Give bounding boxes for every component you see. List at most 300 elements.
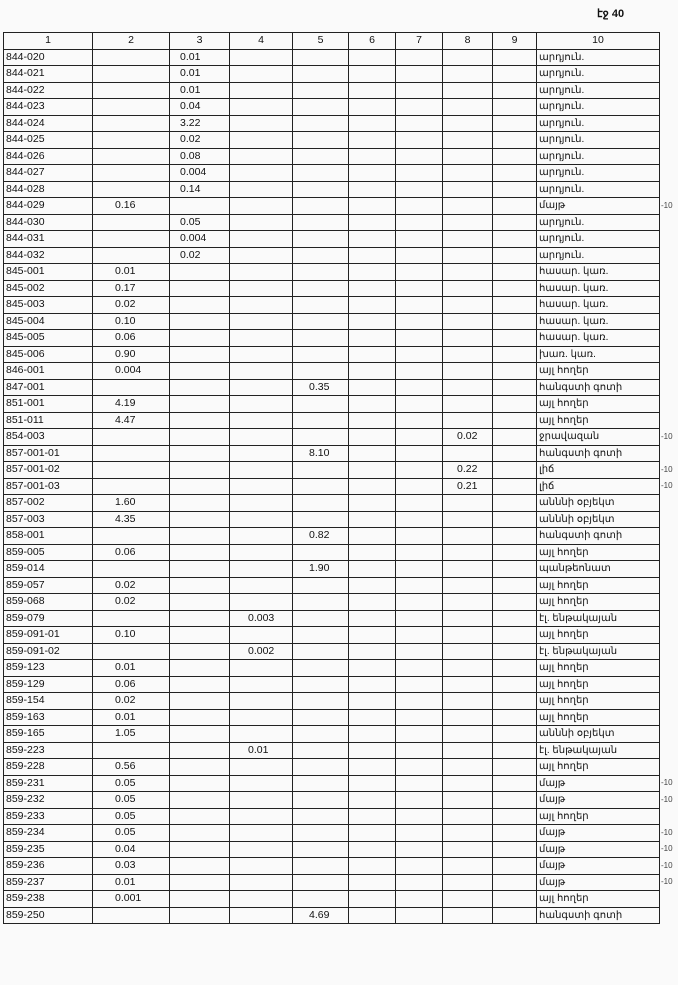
area-cell: 4.35 bbox=[93, 511, 170, 528]
land-type-cell: մայթ bbox=[537, 198, 660, 215]
area-cell bbox=[93, 165, 170, 182]
land-type-cell: անննի օբյեկտ bbox=[537, 511, 660, 528]
parcel-code-cell: 859-005 bbox=[4, 544, 93, 561]
area-cell bbox=[170, 643, 230, 660]
land-type-cell: արդյուն. bbox=[537, 181, 660, 198]
table-row bbox=[4, 115, 660, 132]
area-cell bbox=[443, 660, 493, 677]
parcel-code-cell: 851-001 bbox=[4, 396, 93, 413]
table-row bbox=[4, 346, 660, 363]
area-cell bbox=[93, 247, 170, 264]
empty-cell bbox=[349, 165, 396, 182]
empty-cell bbox=[396, 643, 443, 660]
empty-cell bbox=[493, 742, 537, 759]
area-cell bbox=[443, 874, 493, 891]
empty-cell bbox=[349, 841, 396, 858]
table-row bbox=[4, 379, 660, 396]
area-cell: 0.05 bbox=[170, 214, 230, 231]
empty-cell bbox=[493, 181, 537, 198]
parcel-code-cell: 859-091-01 bbox=[4, 627, 93, 644]
area-cell bbox=[93, 610, 170, 627]
empty-cell bbox=[396, 445, 443, 462]
empty-cell bbox=[349, 66, 396, 83]
land-type-cell: արդյուն. bbox=[537, 66, 660, 83]
area-cell bbox=[230, 858, 293, 875]
table-row bbox=[4, 841, 660, 858]
area-cell bbox=[170, 363, 230, 380]
table-row bbox=[4, 198, 660, 215]
area-cell: 0.05 bbox=[93, 775, 170, 792]
empty-cell bbox=[493, 577, 537, 594]
land-type-cell: ջրավազան bbox=[537, 429, 660, 446]
area-cell bbox=[170, 775, 230, 792]
empty-cell bbox=[396, 264, 443, 281]
table-row bbox=[4, 792, 660, 809]
area-cell bbox=[443, 214, 493, 231]
empty-cell bbox=[349, 412, 396, 429]
area-cell bbox=[170, 412, 230, 429]
area-cell bbox=[443, 544, 493, 561]
area-cell bbox=[230, 775, 293, 792]
empty-cell bbox=[493, 775, 537, 792]
table-row bbox=[4, 313, 660, 330]
empty-cell bbox=[493, 82, 537, 99]
area-cell bbox=[230, 115, 293, 132]
area-cell bbox=[230, 808, 293, 825]
area-cell bbox=[230, 313, 293, 330]
land-type-cell: արդյուն. bbox=[537, 132, 660, 149]
table-row bbox=[4, 49, 660, 66]
parcel-code-cell: 844-023 bbox=[4, 99, 93, 116]
empty-cell bbox=[349, 99, 396, 116]
empty-cell bbox=[349, 181, 396, 198]
area-cell bbox=[443, 247, 493, 264]
empty-cell bbox=[396, 148, 443, 165]
area-cell bbox=[93, 214, 170, 231]
empty-cell bbox=[493, 396, 537, 413]
area-cell bbox=[230, 214, 293, 231]
empty-cell bbox=[349, 198, 396, 215]
area-cell bbox=[170, 297, 230, 314]
parcel-code-cell: 847-001 bbox=[4, 379, 93, 396]
area-cell bbox=[230, 247, 293, 264]
table-row bbox=[4, 775, 660, 792]
area-cell bbox=[293, 495, 349, 512]
area-cell bbox=[230, 148, 293, 165]
area-cell bbox=[230, 561, 293, 578]
land-type-cell: լիճ bbox=[537, 462, 660, 479]
area-cell bbox=[443, 676, 493, 693]
area-cell bbox=[93, 231, 170, 248]
area-cell bbox=[230, 66, 293, 83]
parcel-code-cell: 845-006 bbox=[4, 346, 93, 363]
empty-cell bbox=[396, 825, 443, 842]
empty-cell bbox=[349, 148, 396, 165]
table-row bbox=[4, 148, 660, 165]
empty-cell bbox=[396, 363, 443, 380]
empty-cell bbox=[349, 379, 396, 396]
area-cell bbox=[230, 379, 293, 396]
header-row bbox=[4, 33, 660, 50]
empty-cell bbox=[493, 412, 537, 429]
empty-cell bbox=[349, 742, 396, 759]
table-row bbox=[4, 297, 660, 314]
margin-mark: -10 bbox=[661, 481, 673, 490]
empty-cell bbox=[396, 792, 443, 809]
area-cell bbox=[443, 858, 493, 875]
empty-cell bbox=[493, 825, 537, 842]
area-cell bbox=[443, 808, 493, 825]
area-cell bbox=[230, 462, 293, 479]
area-cell bbox=[230, 676, 293, 693]
area-cell bbox=[293, 181, 349, 198]
table-row bbox=[4, 627, 660, 644]
area-cell bbox=[170, 858, 230, 875]
land-type-cell: հանգստի գոտի bbox=[537, 379, 660, 396]
empty-cell bbox=[349, 511, 396, 528]
land-type-cell: արդյուն. bbox=[537, 49, 660, 66]
empty-cell bbox=[396, 693, 443, 710]
parcel-code-cell: 851-011 bbox=[4, 412, 93, 429]
parcel-code-cell: 844-021 bbox=[4, 66, 93, 83]
area-cell bbox=[230, 264, 293, 281]
area-cell: 0.06 bbox=[93, 544, 170, 561]
area-cell bbox=[443, 330, 493, 347]
area-cell: 0.004 bbox=[93, 363, 170, 380]
empty-cell bbox=[349, 660, 396, 677]
margin-mark: -10 bbox=[661, 464, 673, 474]
table-row bbox=[4, 231, 660, 248]
margin-mark: -10 bbox=[661, 844, 673, 853]
area-cell: 0.01 bbox=[93, 709, 170, 726]
empty-cell bbox=[396, 313, 443, 330]
area-cell: 0.02 bbox=[170, 132, 230, 149]
margin-mark: -10 bbox=[661, 877, 673, 886]
area-cell bbox=[443, 181, 493, 198]
area-cell bbox=[293, 132, 349, 149]
empty-cell bbox=[349, 346, 396, 363]
empty-cell bbox=[396, 280, 443, 297]
table-body bbox=[4, 49, 660, 924]
land-type-cell: պանթեոնատ bbox=[537, 561, 660, 578]
empty-cell bbox=[493, 561, 537, 578]
area-cell bbox=[170, 511, 230, 528]
table-row bbox=[4, 759, 660, 776]
area-cell: 0.04 bbox=[170, 99, 230, 116]
empty-cell bbox=[396, 577, 443, 594]
empty-cell bbox=[493, 495, 537, 512]
area-cell bbox=[170, 478, 230, 495]
area-cell bbox=[443, 396, 493, 413]
area-cell bbox=[293, 693, 349, 710]
parcel-code-cell: 859-233 bbox=[4, 808, 93, 825]
land-type-cell: այլ հողեր bbox=[537, 693, 660, 710]
area-cell bbox=[443, 495, 493, 512]
table-row bbox=[4, 66, 660, 83]
parcel-code-cell: 854-003 bbox=[4, 429, 93, 446]
empty-cell bbox=[396, 165, 443, 182]
area-cell bbox=[443, 412, 493, 429]
land-type-cell: արդյուն. bbox=[537, 231, 660, 248]
area-cell: 0.05 bbox=[93, 792, 170, 809]
area-cell: 0.02 bbox=[170, 247, 230, 264]
land-type-cell: էլ. ենթակայան bbox=[537, 742, 660, 759]
empty-cell bbox=[349, 792, 396, 809]
area-cell: 1.60 bbox=[93, 495, 170, 512]
area-cell bbox=[230, 198, 293, 215]
area-cell bbox=[230, 181, 293, 198]
empty-cell bbox=[396, 891, 443, 908]
empty-cell bbox=[396, 82, 443, 99]
area-cell bbox=[293, 82, 349, 99]
area-cell bbox=[93, 49, 170, 66]
empty-cell bbox=[349, 775, 396, 792]
page-number: էջ 40 bbox=[597, 8, 625, 20]
area-cell bbox=[230, 363, 293, 380]
area-cell bbox=[293, 363, 349, 380]
area-cell bbox=[170, 891, 230, 908]
area-cell bbox=[230, 709, 293, 726]
empty-cell bbox=[349, 643, 396, 660]
area-cell bbox=[443, 627, 493, 644]
empty-cell bbox=[493, 280, 537, 297]
area-cell bbox=[170, 907, 230, 924]
area-cell: 0.01 bbox=[230, 742, 293, 759]
area-cell bbox=[93, 528, 170, 545]
table-row bbox=[4, 874, 660, 891]
empty-cell bbox=[396, 297, 443, 314]
area-cell bbox=[170, 792, 230, 809]
land-type-cell: այլ հողեր bbox=[537, 891, 660, 908]
area-cell: 0.21 bbox=[443, 478, 493, 495]
area-cell bbox=[293, 99, 349, 116]
column-header: 2 bbox=[93, 33, 170, 50]
area-cell bbox=[443, 379, 493, 396]
empty-cell bbox=[493, 115, 537, 132]
empty-cell bbox=[396, 808, 443, 825]
area-cell bbox=[230, 726, 293, 743]
area-cell bbox=[93, 82, 170, 99]
empty-cell bbox=[493, 363, 537, 380]
parcel-code-cell: 844-028 bbox=[4, 181, 93, 198]
area-cell bbox=[93, 66, 170, 83]
area-cell: 0.01 bbox=[93, 264, 170, 281]
land-type-cell: այլ հողեր bbox=[537, 709, 660, 726]
empty-cell bbox=[349, 676, 396, 693]
area-cell bbox=[443, 313, 493, 330]
area-cell bbox=[230, 841, 293, 858]
area-cell bbox=[230, 825, 293, 842]
parcel-code-cell: 859-163 bbox=[4, 709, 93, 726]
empty-cell bbox=[493, 528, 537, 545]
area-cell: 0.004 bbox=[170, 165, 230, 182]
empty-cell bbox=[349, 330, 396, 347]
parcel-code-cell: 859-238 bbox=[4, 891, 93, 908]
empty-cell bbox=[349, 528, 396, 545]
area-cell: 0.14 bbox=[170, 181, 230, 198]
empty-cell bbox=[396, 396, 443, 413]
empty-cell bbox=[396, 528, 443, 545]
area-cell: 0.05 bbox=[93, 808, 170, 825]
parcel-code-cell: 844-024 bbox=[4, 115, 93, 132]
area-cell bbox=[293, 231, 349, 248]
table-row bbox=[4, 808, 660, 825]
parcel-code-cell: 857-001-01 bbox=[4, 445, 93, 462]
margin-mark: -10 bbox=[661, 860, 673, 870]
area-cell bbox=[230, 891, 293, 908]
area-cell: 0.06 bbox=[93, 676, 170, 693]
empty-cell bbox=[493, 247, 537, 264]
parcel-code-cell: 859-232 bbox=[4, 792, 93, 809]
area-cell bbox=[293, 660, 349, 677]
area-cell bbox=[230, 445, 293, 462]
column-header: 8 bbox=[443, 33, 493, 50]
area-cell bbox=[170, 198, 230, 215]
table-row bbox=[4, 445, 660, 462]
land-type-cell: մայթ bbox=[537, 792, 660, 809]
area-cell bbox=[170, 462, 230, 479]
empty-cell bbox=[493, 264, 537, 281]
empty-cell bbox=[493, 907, 537, 924]
empty-cell bbox=[349, 709, 396, 726]
area-cell bbox=[293, 280, 349, 297]
parcel-code-cell: 844-032 bbox=[4, 247, 93, 264]
table-row bbox=[4, 693, 660, 710]
parcel-code-cell: 857-001-03 bbox=[4, 478, 93, 495]
area-cell bbox=[443, 363, 493, 380]
area-cell: 0.02 bbox=[93, 693, 170, 710]
empty-cell bbox=[396, 198, 443, 215]
area-cell: 0.002 bbox=[230, 643, 293, 660]
empty-cell bbox=[349, 231, 396, 248]
area-cell: 0.10 bbox=[93, 313, 170, 330]
parcel-code-cell: 859-123 bbox=[4, 660, 93, 677]
area-cell: 1.90 bbox=[293, 561, 349, 578]
area-cell bbox=[230, 429, 293, 446]
table-row bbox=[4, 181, 660, 198]
column-header: 7 bbox=[396, 33, 443, 50]
area-cell bbox=[170, 676, 230, 693]
table-row bbox=[4, 577, 660, 594]
area-cell bbox=[93, 907, 170, 924]
area-cell bbox=[443, 115, 493, 132]
area-cell bbox=[170, 874, 230, 891]
land-type-cell: արդյուն. bbox=[537, 82, 660, 99]
parcel-code-cell: 857-002 bbox=[4, 495, 93, 512]
empty-cell bbox=[493, 346, 537, 363]
area-cell bbox=[170, 759, 230, 776]
area-cell bbox=[443, 643, 493, 660]
land-type-cell: մայթ bbox=[537, 775, 660, 792]
area-cell bbox=[293, 808, 349, 825]
table-row bbox=[4, 544, 660, 561]
empty-cell bbox=[349, 907, 396, 924]
area-cell bbox=[293, 792, 349, 809]
table-row bbox=[4, 330, 660, 347]
area-cell bbox=[93, 429, 170, 446]
column-header: 6 bbox=[349, 33, 396, 50]
area-cell bbox=[230, 297, 293, 314]
area-cell bbox=[443, 148, 493, 165]
area-cell bbox=[293, 478, 349, 495]
empty-cell bbox=[493, 330, 537, 347]
parcel-code-cell: 859-014 bbox=[4, 561, 93, 578]
area-cell: 4.69 bbox=[293, 907, 349, 924]
area-cell bbox=[293, 462, 349, 479]
empty-cell bbox=[493, 709, 537, 726]
empty-cell bbox=[349, 396, 396, 413]
area-cell bbox=[93, 462, 170, 479]
area-cell bbox=[293, 346, 349, 363]
area-cell bbox=[230, 412, 293, 429]
land-type-cell: այլ հողեր bbox=[537, 660, 660, 677]
table-row bbox=[4, 264, 660, 281]
empty-cell bbox=[349, 280, 396, 297]
area-cell bbox=[443, 346, 493, 363]
empty-cell bbox=[349, 693, 396, 710]
empty-cell bbox=[349, 478, 396, 495]
empty-cell bbox=[349, 445, 396, 462]
area-cell bbox=[93, 181, 170, 198]
table-row bbox=[4, 280, 660, 297]
area-cell bbox=[443, 841, 493, 858]
land-type-cell: էլ. ենթակայան bbox=[537, 610, 660, 627]
empty-cell bbox=[493, 891, 537, 908]
empty-cell bbox=[349, 577, 396, 594]
table-row bbox=[4, 511, 660, 528]
empty-cell bbox=[493, 132, 537, 149]
empty-cell bbox=[493, 148, 537, 165]
empty-cell bbox=[493, 165, 537, 182]
column-header: 5 bbox=[293, 33, 349, 50]
area-cell: 0.001 bbox=[93, 891, 170, 908]
empty-cell bbox=[493, 429, 537, 446]
parcel-code-cell: 859-234 bbox=[4, 825, 93, 842]
area-cell bbox=[443, 775, 493, 792]
area-cell bbox=[443, 165, 493, 182]
land-type-cell: հասար. կառ. bbox=[537, 297, 660, 314]
empty-cell bbox=[349, 495, 396, 512]
margin-mark: -10 bbox=[661, 200, 673, 210]
land-type-cell: մայթ bbox=[537, 841, 660, 858]
area-cell: 0.02 bbox=[93, 297, 170, 314]
empty-cell bbox=[493, 379, 537, 396]
area-cell bbox=[170, 726, 230, 743]
table-row bbox=[4, 396, 660, 413]
area-cell bbox=[293, 165, 349, 182]
empty-cell bbox=[349, 561, 396, 578]
empty-cell bbox=[349, 82, 396, 99]
area-cell bbox=[230, 396, 293, 413]
empty-cell bbox=[396, 49, 443, 66]
parcel-code-cell: 859-223 bbox=[4, 742, 93, 759]
empty-cell bbox=[396, 214, 443, 231]
land-type-cell: այլ հողեր bbox=[537, 577, 660, 594]
area-cell bbox=[293, 577, 349, 594]
area-cell bbox=[293, 297, 349, 314]
empty-cell bbox=[349, 808, 396, 825]
area-cell bbox=[443, 231, 493, 248]
table-row bbox=[4, 132, 660, 149]
parcel-code-cell: 859-236 bbox=[4, 858, 93, 875]
empty-cell bbox=[349, 264, 396, 281]
empty-cell bbox=[493, 198, 537, 215]
empty-cell bbox=[349, 214, 396, 231]
area-cell bbox=[443, 528, 493, 545]
area-cell bbox=[293, 891, 349, 908]
area-cell bbox=[443, 594, 493, 611]
parcel-code-cell: 859-165 bbox=[4, 726, 93, 743]
